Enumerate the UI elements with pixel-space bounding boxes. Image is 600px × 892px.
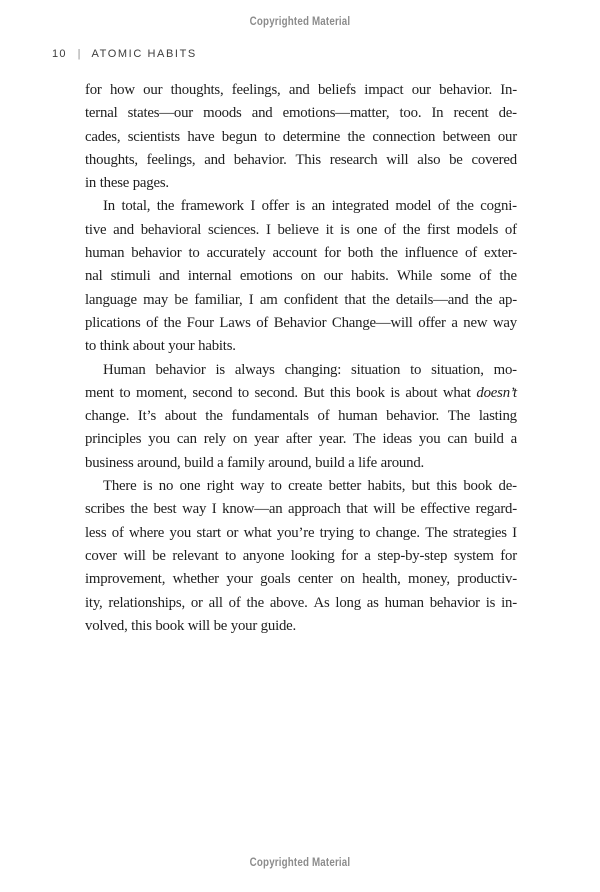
body-line: principles you can rely on year after year. The ideas you can build a xyxy=(85,431,517,448)
body-line: in these pages. xyxy=(85,175,169,192)
body-line: thoughts, feelings, and behavior. This research will also be covered xyxy=(85,151,517,168)
body-line: ment to moment, second to second. But this book is about what doesn’t xyxy=(85,384,517,401)
body-line: scribes the best way I know—an approach that will be effective regard- xyxy=(85,501,517,518)
body-line: cover will be relevant to anyone looking for a step-by-step system for xyxy=(85,547,517,564)
book-title: ATOMIC HABITS xyxy=(91,48,197,60)
body-line: less of where you start or what you’re trying to change. The strategies I xyxy=(85,524,517,541)
body-line: business around, build a family around, build a life around. xyxy=(85,454,425,471)
body-line: improvement, whether your goals center on health, money, productiv- xyxy=(85,571,517,588)
page-body xyxy=(85,79,517,638)
body-line: nal stimuli and internal emotions on our habits. While some of the xyxy=(85,268,517,285)
body-line: human behavior to accurately account for both the influence of exter- xyxy=(85,245,517,262)
body-line: change. It’s about the fundamentals of human behavior. The lasting xyxy=(85,408,517,425)
body-line: tive and behavioral sciences. I believe it is one of the first models of xyxy=(85,221,517,238)
body-line: There is no one right way to create better habits, but this book de- xyxy=(103,478,517,495)
running-header xyxy=(52,48,197,60)
body-line: language may be familiar, I am confident that the details—and the ap- xyxy=(85,291,517,308)
copyright-notice-top: Copyrighted Material xyxy=(249,16,351,28)
page-number: 10 xyxy=(52,48,67,60)
body-line: ity, relationships, or all of the above. As long as human behavior is in- xyxy=(85,594,517,611)
body-line: Human behavior is always changing: situation to situation, mo- xyxy=(103,361,517,378)
copyright-notice-bottom: Copyrighted Material xyxy=(249,857,351,869)
body-line: for how our thoughts, feelings, and beliefs impact our behavior. In- xyxy=(85,82,517,98)
body-line: ternal states—our moods and emotions—matter, too. In recent de- xyxy=(85,105,517,122)
header-divider: | xyxy=(77,48,81,60)
body-line: In total, the framework I offer is an integrated model of the cogni- xyxy=(103,198,517,215)
body-line: cades, scientists have begun to determine the connection between our xyxy=(85,128,517,145)
body-line: plications of the Four Laws of Behavior Change—will offer a new way xyxy=(85,314,517,331)
body-line: volved, this book will be your guide. xyxy=(85,617,297,634)
body-line: to think about your habits. xyxy=(85,338,236,355)
